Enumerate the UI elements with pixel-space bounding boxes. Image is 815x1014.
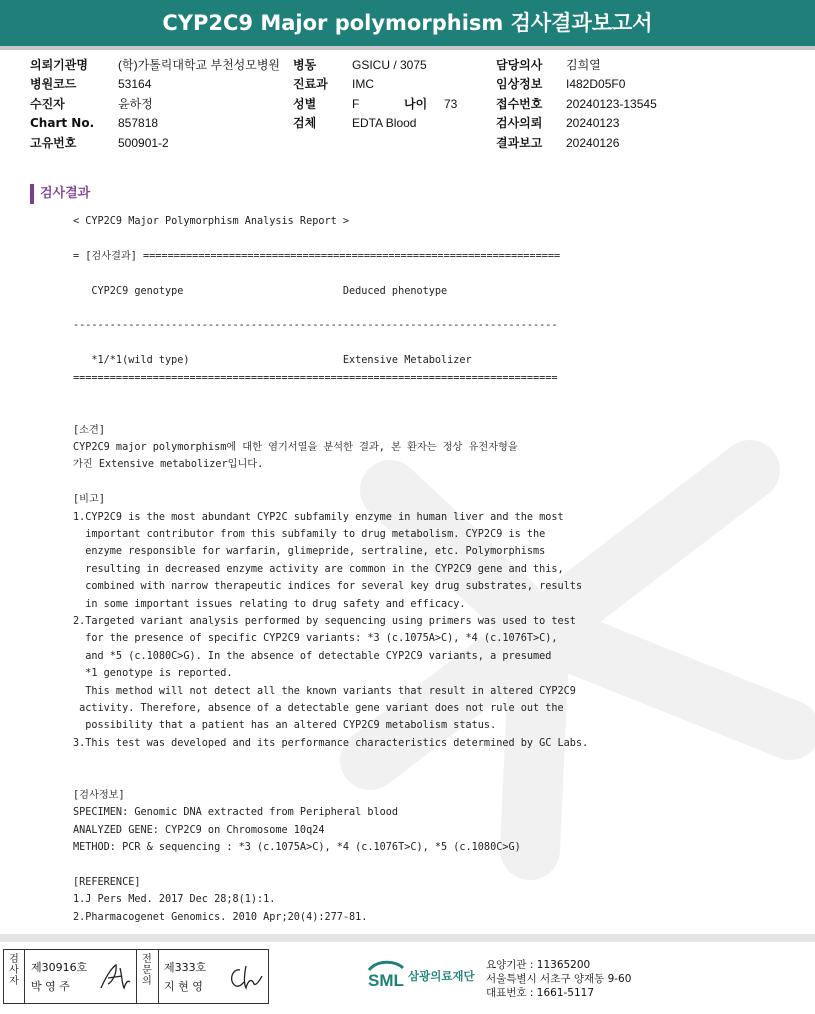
inspector-signature-icon	[98, 962, 132, 992]
reviewer-cell	[164, 958, 206, 996]
report-line: and *5 (c.1080C>G). In the absence of detectable CYP2C9 variants, a presumed	[73, 650, 552, 662]
report-line: [REFERENCE]	[73, 876, 141, 888]
value-sex: F	[352, 96, 360, 111]
value-age: 73	[444, 96, 458, 111]
label-department: 진료과	[293, 77, 328, 92]
report-line	[73, 387, 793, 404]
report-line: enzyme responsible for warfarin, glimepride, sertraline, etc. Polymorphisms	[73, 546, 546, 558]
report-line: 2.Targeted variant analysis performed by sequencing using primers was used to test	[73, 615, 576, 627]
report-line: ===============================================================================	[73, 372, 558, 384]
inspector-label: 검사자	[9, 954, 19, 987]
sml-logo-icon	[365, 956, 407, 992]
info-column-2	[293, 56, 457, 134]
info-column-1	[30, 56, 280, 153]
reviewer-name: 지 현 영	[164, 980, 203, 993]
report-line: combined with narrow therapeutic indices for several key drug substrates, results	[73, 581, 583, 593]
info-column-3	[496, 56, 657, 153]
value-report-date: 20240126	[566, 135, 620, 150]
report-line: -------------------------------------------------------------------------------	[73, 320, 558, 332]
label-attending-doctor: 담당의사	[496, 58, 543, 72]
report-line: *1 genotype is reported.	[73, 668, 233, 680]
report-line: possibility that a patient has an altered CYP2C9 metabolism status.	[73, 720, 497, 732]
label-ward: 병동	[293, 58, 317, 72]
inspector-cell	[31, 958, 87, 996]
value-requesting-institution: (학)가톨릭대학교 부천성모병원	[118, 58, 281, 72]
reviewer-signature-icon	[226, 962, 264, 992]
report-line: activity. Therefore, absence of a detectable gene variant does not rule out the	[73, 702, 564, 714]
report-line	[73, 335, 793, 352]
report-line: CYP2C9 genotype Deduced phenotype	[73, 285, 448, 297]
report-line: SPECIMEN: Genomic DNA extracted from Peripheral blood	[73, 807, 399, 819]
report-line	[73, 265, 793, 282]
value-attending-doctor: 김희열	[566, 58, 601, 72]
report-line: [비고]	[73, 494, 105, 506]
value-ward: GSICU / 3075	[352, 58, 427, 72]
report-line: = [검사결과] ====================================================================	[73, 250, 561, 262]
report-line: 1.CYP2C9 is the most abundant CYP2C subfamily enzyme in human liver and the most	[73, 511, 564, 523]
report-line: for the presence of specific CYP2C9 variants: *3 (c.1075A>C), *4 (c.1076T>C),	[73, 633, 558, 645]
agency-code: 요양기관 : 11365200	[486, 959, 591, 971]
label-hospital-code: 병원코드	[30, 77, 77, 92]
report-line: CYP2C9 major polymorphism에 대한 염기서열을 분석한 결과, 본 환자는 정상 유전자형을	[73, 442, 518, 454]
signature-box	[3, 949, 269, 1004]
footer-divider	[0, 934, 815, 942]
logo-text: SML	[368, 971, 404, 990]
report-line: 1.J Pers Med. 2017 Dec 28;8(1):1.	[73, 894, 276, 906]
report-line: [검사정보]	[73, 789, 125, 801]
report-line	[73, 474, 793, 491]
label-clinical-info: 임상정보	[496, 77, 543, 92]
report-line: resulting in decreased enzyme activity are common in the CYP2C9 gene and this,	[73, 563, 564, 575]
org-address: 서울특별시 서초구 양재동 9-60	[486, 973, 632, 985]
report-line: important contributor from this subfamily to drug metabolism. CYP2C9 is the	[73, 529, 546, 541]
org-name: 삼광의료재단	[408, 969, 475, 983]
label-request-date: 검사의뢰	[496, 116, 543, 131]
value-specimen: EDTA Blood	[352, 116, 417, 131]
report-line	[73, 752, 793, 769]
report-line: This method will not detect all the known variants that result in altered CYP2C9	[73, 685, 576, 697]
report-title: CYP2C9 Major polymorphism 검사결과보고서	[0, 0, 815, 46]
report-line	[73, 404, 793, 421]
inspector-license-no: 제30916호	[31, 961, 88, 974]
report-line	[73, 856, 793, 873]
report-line	[73, 300, 793, 317]
report-line	[73, 230, 793, 247]
signature-divider	[136, 950, 137, 1003]
value-request-date: 20240123	[566, 116, 620, 131]
report-line: < CYP2C9 Major Polymorphism Analysis Report >	[73, 216, 350, 227]
label-sex: 성별	[293, 96, 317, 111]
report-line: *1/*1(wild type) Extensive Metabolizer	[73, 355, 472, 367]
signature-divider	[158, 950, 159, 1003]
value-unique-no: 500901-2	[118, 135, 169, 150]
inspector-name: 박 영 주	[31, 980, 70, 993]
reviewer-label: 전문의	[142, 954, 152, 987]
label-age: 나이	[404, 96, 428, 111]
report-line: 2.Pharmacogenet Genomics. 2010 Apr;20(4):277-81.	[73, 911, 368, 923]
report-line: 3.This test was developed and its performance characteristics determined by GC Labs.	[73, 737, 589, 749]
report-line	[73, 770, 793, 787]
label-chart-no: Chart No.	[30, 116, 95, 131]
value-patient-name: 윤하정	[118, 96, 153, 111]
report-line: METHOD: PCR & sequencing : *3 (c.1075A>C), *4 (c.1076T>C), *5 (c.1080C>G)	[73, 842, 521, 854]
label-requesting-institution: 의뢰기관명	[30, 58, 88, 72]
label-receipt-no: 접수번호	[496, 96, 543, 111]
label-unique-no: 고유번호	[30, 135, 77, 150]
header-divider	[0, 46, 815, 50]
section-title-results: 검사결과	[30, 184, 90, 204]
report-line: 가진 Extensive metabolizer입니다.	[73, 459, 264, 471]
value-chart-no: 857818	[118, 116, 159, 131]
value-hospital-code: 53164	[118, 77, 152, 92]
value-receipt-no: 20240123-13545	[566, 96, 657, 111]
report-body	[73, 213, 793, 926]
label-patient-name: 수진자	[30, 96, 65, 111]
value-clinical-info: I482D05F0	[566, 77, 626, 92]
label-specimen: 검체	[293, 116, 317, 131]
org-phone: 대표번호 : 1661-5117	[486, 987, 595, 999]
signature-divider	[24, 950, 25, 1003]
value-department: IMC	[352, 77, 374, 92]
label-report-date: 결과보고	[496, 135, 543, 150]
report-line: ANALYZED GENE: CYP2C9 on Chromosome 10q24	[73, 824, 325, 836]
report-line: [소견]	[73, 424, 105, 436]
reviewer-license-no: 제333호	[164, 961, 207, 974]
report-line: in some important issues relating to drug safety and efficacy.	[73, 598, 466, 610]
footer-address-block	[486, 958, 631, 1000]
